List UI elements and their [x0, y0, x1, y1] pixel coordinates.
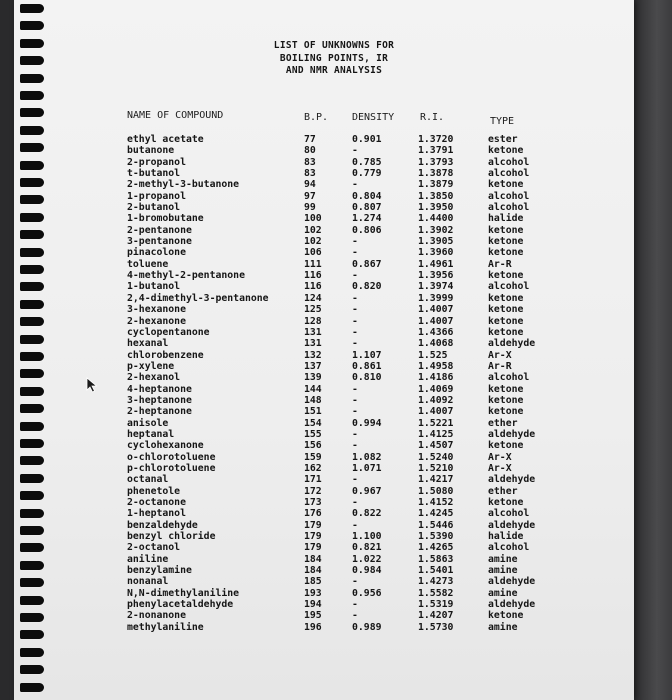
boiling-point: 156 [304, 440, 322, 452]
density-value: - [352, 236, 358, 248]
refractive-index: 1.4007 [418, 406, 454, 418]
compound-name: phenetole [127, 485, 181, 497]
binding-ring [20, 352, 44, 361]
boiling-point: 102 [304, 236, 322, 248]
boiling-point: 125 [304, 304, 322, 316]
binding-ring [20, 404, 44, 413]
density-value: - [352, 519, 358, 531]
binding-ring [20, 74, 44, 83]
refractive-index: 1.3878 [418, 168, 454, 180]
compound-type: ketone [488, 304, 524, 316]
boiling-point: 94 [304, 179, 316, 191]
binding-ring [20, 91, 44, 100]
boiling-point: 97 [304, 190, 316, 202]
compound-name: butanone [127, 145, 175, 157]
compound-name: 2,4-dimethyl-3-pentanone [127, 292, 269, 304]
density-value: 0.820 [352, 281, 382, 293]
compound-type: Ar-X [488, 349, 512, 361]
title-line-1: LIST OF UNKNOWNS FOR [273, 40, 395, 51]
boiling-point: 196 [304, 621, 322, 633]
refractive-index: 1.4958 [418, 360, 454, 372]
compound-type: ketone [488, 315, 524, 327]
density-value: 0.989 [352, 621, 382, 633]
compound-name: 3-pentanone [127, 236, 192, 248]
refractive-index: 1.4507 [418, 440, 454, 452]
binding-ring [20, 213, 44, 222]
compound-name: ethyl acetate [127, 134, 204, 145]
refractive-index: 1.3960 [418, 247, 454, 259]
compound-name: aniline [127, 553, 169, 565]
binding-ring [20, 665, 44, 674]
density-value: 0.821 [352, 542, 382, 554]
compound-type: aldehyde [488, 576, 536, 588]
boiling-point: 184 [304, 565, 322, 577]
refractive-index: 1.5863 [418, 553, 454, 565]
refractive-index: 1.3720 [418, 134, 454, 145]
compound-type: ketone [488, 247, 524, 259]
compound-name: 2-octanone [127, 497, 186, 508]
compound-type: ketone [488, 224, 524, 236]
refractive-index: 1.5730 [418, 621, 454, 633]
compound-type: Ar-X [488, 462, 512, 474]
refractive-index: 1.4007 [418, 315, 454, 327]
boiling-point: 124 [304, 292, 322, 304]
binding-ring [20, 178, 44, 187]
density-value: 1.082 [352, 451, 382, 463]
compound-type: ketone [488, 497, 524, 508]
refractive-index: 1.525 [418, 349, 448, 361]
column-name [127, 134, 269, 633]
binding-ring [20, 456, 44, 465]
desk-right-edge [634, 0, 672, 700]
density-value: 1.071 [352, 462, 382, 474]
compound-type: alcohol [488, 281, 530, 293]
compound-name: heptanal [127, 428, 175, 440]
compound-name: t-butanol [127, 168, 181, 180]
compound-name: 2-hexanol [127, 372, 181, 384]
refractive-index: 1.5080 [418, 485, 454, 497]
binding-ring [20, 21, 44, 30]
compound-type: ketone [488, 145, 524, 157]
density-value: - [352, 576, 358, 588]
header-ri: R.I. [420, 112, 445, 123]
compound-type: ketone [488, 236, 524, 248]
compound-type: alcohol [488, 168, 530, 180]
binding-ring [20, 317, 44, 326]
boiling-point: 195 [304, 610, 322, 622]
compound-name: o-chlorotoluene [127, 451, 216, 463]
compound-type: alcohol [488, 190, 530, 202]
refractive-index: 1.3974 [418, 281, 454, 293]
boiling-point: 148 [304, 394, 322, 406]
compound-type: aldehyde [488, 338, 536, 350]
compound-type: alcohol [488, 542, 530, 554]
boiling-point: 116 [304, 270, 322, 282]
compound-name: 2-heptanone [127, 406, 192, 418]
boiling-point: 155 [304, 428, 322, 440]
density-value: 0.994 [352, 417, 382, 429]
refractive-index: 1.5446 [418, 519, 454, 531]
boiling-point: 132 [304, 349, 322, 361]
compound-type: amine [488, 553, 518, 565]
density-value: - [352, 315, 358, 327]
column-bp [304, 134, 322, 633]
compound-name: 1-propanol [127, 190, 186, 202]
boiling-point: 100 [304, 213, 322, 225]
refractive-index: 1.4400 [418, 213, 454, 225]
density-value: - [352, 145, 358, 157]
refractive-index: 1.4245 [418, 508, 454, 520]
refractive-index: 1.4366 [418, 326, 454, 338]
compound-type: halide [488, 213, 524, 225]
compound-name: toluene [127, 258, 169, 270]
boiling-point: 144 [304, 383, 322, 395]
binding-ring [20, 195, 44, 204]
binding-ring [20, 509, 44, 518]
compound-type: ketone [488, 383, 524, 395]
density-value: - [352, 383, 358, 395]
refractive-index: 1.5401 [418, 565, 454, 577]
compound-name: methylaniline [127, 621, 204, 633]
compound-type: aldehyde [488, 599, 536, 611]
refractive-index: 1.4152 [418, 497, 454, 508]
density-value: 0.810 [352, 372, 382, 384]
compound-type: halide [488, 531, 524, 543]
boiling-point: 151 [304, 406, 322, 418]
compound-name: chlorobenzene [127, 349, 204, 361]
binding-ring [20, 369, 44, 378]
spiral-binding [20, 0, 50, 700]
density-value: - [352, 338, 358, 350]
density-value: 0.867 [352, 258, 382, 270]
compound-type: ketone [488, 292, 524, 304]
boiling-point: 116 [304, 281, 322, 293]
compound-name: N,N-dimethylaniline [127, 587, 240, 599]
refractive-index: 1.4273 [418, 576, 454, 588]
header-density: DENSITY [352, 112, 395, 123]
header-name: NAME OF COMPOUND [127, 110, 224, 121]
density-value: - [352, 304, 358, 316]
compound-name: octanal [127, 474, 169, 486]
header-bp: B.P. [304, 112, 329, 123]
binding-ring [20, 491, 44, 500]
refractive-index: 1.5221 [418, 417, 454, 429]
refractive-index: 1.4961 [418, 258, 454, 270]
binding-ring [20, 265, 44, 274]
compound-name: cyclopentanone [127, 326, 210, 338]
density-value: - [352, 394, 358, 406]
refractive-index: 1.4092 [418, 394, 454, 406]
boiling-point: 83 [304, 156, 316, 168]
refractive-index: 1.3950 [418, 202, 454, 214]
refractive-index: 1.4265 [418, 542, 454, 554]
compound-name: benzyl chloride [127, 531, 216, 543]
density-value: 0.822 [352, 508, 382, 520]
refractive-index: 1.3791 [418, 145, 454, 157]
boiling-point: 83 [304, 168, 316, 180]
title-line-3: AND NMR ANALYSIS [285, 65, 383, 76]
boiling-point: 139 [304, 372, 322, 384]
boiling-point: 159 [304, 451, 322, 463]
compound-type: amine [488, 565, 518, 577]
refractive-index: 1.3905 [418, 236, 454, 248]
density-value: 0.861 [352, 360, 382, 372]
compound-name: 4-methyl-2-pentanone [127, 270, 245, 282]
compound-name: 4-heptanone [127, 383, 192, 395]
compound-name: 2-methyl-3-butanone [127, 179, 240, 191]
density-value: 1.274 [352, 213, 382, 225]
compound-type: aldehyde [488, 474, 536, 486]
binding-ring [20, 4, 44, 13]
compound-type: Ar-R [488, 360, 512, 372]
boiling-point: 106 [304, 247, 322, 259]
binding-ring [20, 300, 44, 309]
binding-ring [20, 526, 44, 535]
compound-name: 2-pentanone [127, 224, 192, 236]
compound-name: hexanal [127, 338, 169, 350]
refractive-index: 1.5390 [418, 531, 454, 543]
compound-name: pinacolone [127, 247, 186, 259]
boiling-point: 137 [304, 360, 322, 372]
binding-ring [20, 543, 44, 552]
compound-type: ketone [488, 326, 524, 338]
refractive-index: 1.3793 [418, 156, 454, 168]
boiling-point: 171 [304, 474, 322, 486]
boiling-point: 111 [304, 258, 322, 270]
compound-type: ketone [488, 394, 524, 406]
refractive-index: 1.4007 [418, 304, 454, 316]
density-value: 1.107 [352, 349, 382, 361]
binding-ring [20, 474, 44, 483]
binding-ring [20, 126, 44, 135]
boiling-point: 172 [304, 485, 322, 497]
refractive-index: 1.4068 [418, 338, 454, 350]
binding-ring [20, 230, 44, 239]
compound-type: ether [488, 485, 518, 497]
binding-ring [20, 143, 44, 152]
density-value: 0.901 [352, 134, 382, 145]
boiling-point: 80 [304, 145, 316, 157]
refractive-index: 1.3999 [418, 292, 454, 304]
density-value: 0.956 [352, 587, 382, 599]
refractive-index: 1.3850 [418, 190, 454, 202]
boiling-point: 193 [304, 587, 322, 599]
density-value: - [352, 610, 358, 622]
compound-name: cyclohexanone [127, 440, 204, 452]
binding-ring [20, 56, 44, 65]
column-ri [418, 134, 453, 633]
binding-ring [20, 387, 44, 396]
compound-name: 3-hexanone [127, 304, 186, 316]
density-value: - [352, 326, 358, 338]
refractive-index: 1.4069 [418, 383, 454, 395]
compound-type: ketone [488, 406, 524, 418]
binding-ring [20, 248, 44, 257]
compound-name: p-chlorotoluene [127, 462, 216, 474]
compound-type: alcohol [488, 372, 530, 384]
binding-ring [20, 335, 44, 344]
mouse-pointer-icon [86, 377, 100, 393]
compound-type: aldehyde [488, 519, 536, 531]
compound-type: ketone [488, 270, 524, 282]
boiling-point: 185 [304, 576, 322, 588]
compound-type: ester [488, 134, 518, 145]
compound-name: 1-heptanol [127, 508, 186, 520]
binding-ring [20, 561, 44, 570]
compound-name: 2-octanol [127, 542, 181, 554]
density-value: 0.807 [352, 202, 382, 214]
density-value: - [352, 474, 358, 486]
density-value: - [352, 247, 358, 259]
refractive-index: 1.3956 [418, 270, 454, 282]
density-value: - [352, 292, 358, 304]
boiling-point: 194 [304, 599, 322, 611]
compound-type: Ar-R [488, 258, 512, 270]
boiling-point: 154 [304, 417, 322, 429]
title-line-2: BOILING POINTS, IR [279, 52, 389, 64]
density-value: 0.984 [352, 565, 382, 577]
binding-ring [20, 161, 44, 170]
refractive-index: 1.5319 [418, 599, 454, 611]
document-title [214, 40, 454, 78]
compound-type: ether [488, 417, 518, 429]
binding-ring [20, 282, 44, 291]
compound-type: ketone [488, 610, 524, 622]
compound-name: phenylacetaldehyde [127, 599, 234, 611]
compound-type: alcohol [488, 508, 530, 520]
density-value: - [352, 406, 358, 418]
refractive-index: 1.4125 [418, 428, 454, 440]
compound-type: Ar-X [488, 451, 512, 463]
refractive-index: 1.3902 [418, 224, 454, 236]
refractive-index: 1.4217 [418, 474, 454, 486]
header-type: TYPE [490, 116, 515, 127]
column-density [352, 134, 382, 633]
refractive-index: 1.5582 [418, 587, 454, 599]
binding-ring [20, 613, 44, 622]
boiling-point: 184 [304, 553, 322, 565]
refractive-index: 1.5240 [418, 451, 454, 463]
binding-ring [20, 683, 44, 692]
density-value: 0.785 [352, 156, 382, 168]
binding-ring [20, 630, 44, 639]
boiling-point: 173 [304, 497, 322, 508]
density-value: 1.100 [352, 531, 382, 543]
binding-ring [20, 596, 44, 605]
density-value: 0.967 [352, 485, 382, 497]
boiling-point: 162 [304, 462, 322, 474]
refractive-index: 1.3879 [418, 179, 454, 191]
binding-ring [20, 439, 44, 448]
refractive-index: 1.4186 [418, 372, 454, 384]
boiling-point: 102 [304, 224, 322, 236]
compound-name: p-xylene [127, 360, 175, 372]
density-value: 0.779 [352, 168, 382, 180]
density-value: - [352, 497, 358, 508]
compound-name: 3-heptanone [127, 394, 192, 406]
boiling-point: 179 [304, 519, 322, 531]
compound-name: benzylamine [127, 565, 192, 577]
density-value: - [352, 599, 358, 611]
boiling-point: 99 [304, 202, 316, 214]
density-value: - [352, 179, 358, 191]
binding-ring [20, 39, 44, 48]
compound-name: 2-hexanone [127, 315, 186, 327]
compound-type: ketone [488, 179, 524, 191]
compound-name: 2-nonanone [127, 610, 186, 622]
binding-ring [20, 648, 44, 657]
boiling-point: 128 [304, 315, 322, 327]
compound-type: aldehyde [488, 428, 536, 440]
compound-type: amine [488, 621, 518, 633]
binding-ring [20, 578, 44, 587]
boiling-point: 131 [304, 326, 322, 338]
column-type [488, 134, 535, 633]
compound-type: ketone [488, 440, 524, 452]
boiling-point: 179 [304, 531, 322, 543]
density-value: 1.022 [352, 553, 382, 565]
compound-name: anisole [127, 417, 169, 429]
compound-name: 2-propanol [127, 156, 186, 168]
compound-name: nonanal [127, 576, 169, 588]
binding-ring [20, 422, 44, 431]
refractive-index: 1.4207 [418, 610, 454, 622]
density-value: - [352, 270, 358, 282]
compound-name: 1-butanol [127, 281, 181, 293]
density-value: 0.806 [352, 224, 382, 236]
compound-type: alcohol [488, 156, 530, 168]
boiling-point: 131 [304, 338, 322, 350]
compound-name: benzaldehyde [127, 519, 198, 531]
document-page [14, 0, 634, 700]
compound-name: 2-butanol [127, 202, 181, 214]
boiling-point: 179 [304, 542, 322, 554]
desk-left-edge [0, 0, 14, 700]
binding-ring [20, 108, 44, 117]
compound-name: 1-bromobutane [127, 213, 204, 225]
density-value: - [352, 440, 358, 452]
density-value: - [352, 428, 358, 440]
refractive-index: 1.5210 [418, 462, 454, 474]
density-value: 0.804 [352, 190, 382, 202]
compound-type: alcohol [488, 202, 530, 214]
boiling-point: 176 [304, 508, 322, 520]
compound-type: amine [488, 587, 518, 599]
boiling-point: 77 [304, 134, 316, 145]
